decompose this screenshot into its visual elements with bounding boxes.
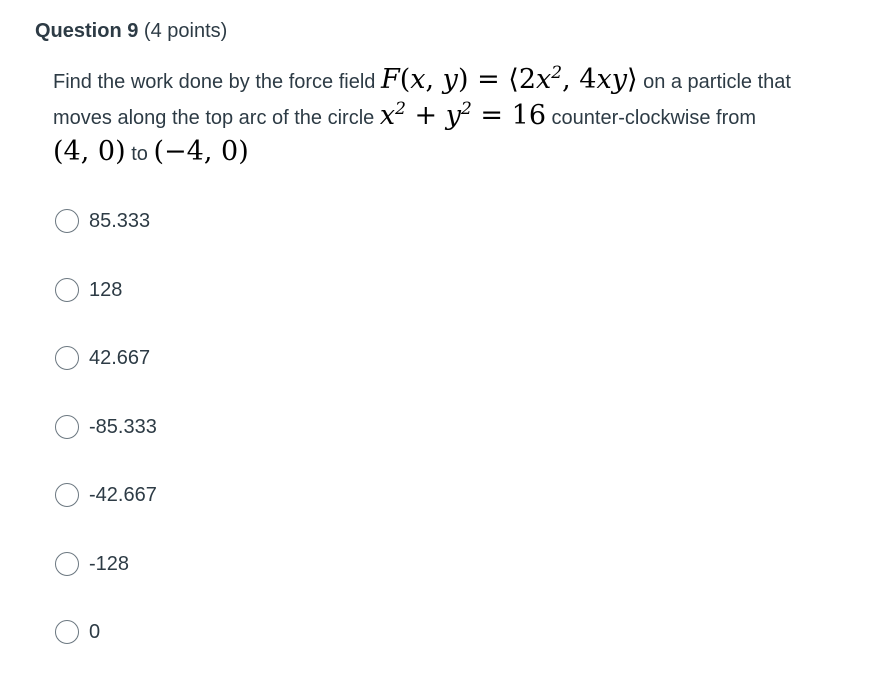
question-points: (4 points) <box>143 20 228 42</box>
answer-option[interactable] <box>55 274 157 343</box>
circle-equation-math: $x^2 + y^2 = 16$ <box>379 99 546 131</box>
answer-option[interactable] <box>55 616 157 685</box>
answer-option-label: 85.333 <box>89 210 151 232</box>
prompt-text: counter-clockwise from <box>546 107 757 129</box>
prompt-text: on a particle that <box>637 71 791 93</box>
prompt-line-3 <box>53 134 873 170</box>
question-number: Question 9 <box>35 20 139 42</box>
prompt-text: to <box>125 143 154 165</box>
prompt-text: Find the work done by the force field <box>53 71 381 93</box>
answer-option[interactable] <box>55 479 157 548</box>
force-field-math: F(x, $y) = ⟨2x^2$, 4xy⟩ <box>380 63 638 95</box>
answer-option-label: 42.667 <box>89 347 151 369</box>
radio-button[interactable] <box>55 415 79 439</box>
answer-option[interactable] <box>55 411 157 480</box>
question-title <box>35 20 227 43</box>
prompt-line-1 <box>53 62 873 98</box>
question-prompt <box>53 62 873 170</box>
answer-option-label: 128 <box>89 278 123 301</box>
radio-button[interactable] <box>55 346 79 370</box>
answer-option[interactable] <box>55 342 157 411</box>
answer-option-label: -85.333 <box>89 415 157 438</box>
prompt-text: moves along the top arc of the circle <box>53 107 380 129</box>
answer-option[interactable] <box>55 548 157 617</box>
radio-button[interactable] <box>55 483 79 507</box>
radio-button[interactable] <box>55 209 79 233</box>
prompt-line-2 <box>53 98 873 134</box>
answer-option[interactable] <box>55 205 157 274</box>
start-point-math: (4, 0) <box>53 136 126 167</box>
answer-option-label: 0 <box>89 621 101 643</box>
answer-option-label: -42.667 <box>89 484 157 506</box>
radio-button[interactable] <box>55 552 79 576</box>
answer-options <box>55 205 157 685</box>
end-point-math: (−4, 0) <box>153 136 249 167</box>
radio-button[interactable] <box>55 620 79 644</box>
radio-button[interactable] <box>55 278 79 302</box>
answer-option-label: -128 <box>89 552 130 575</box>
